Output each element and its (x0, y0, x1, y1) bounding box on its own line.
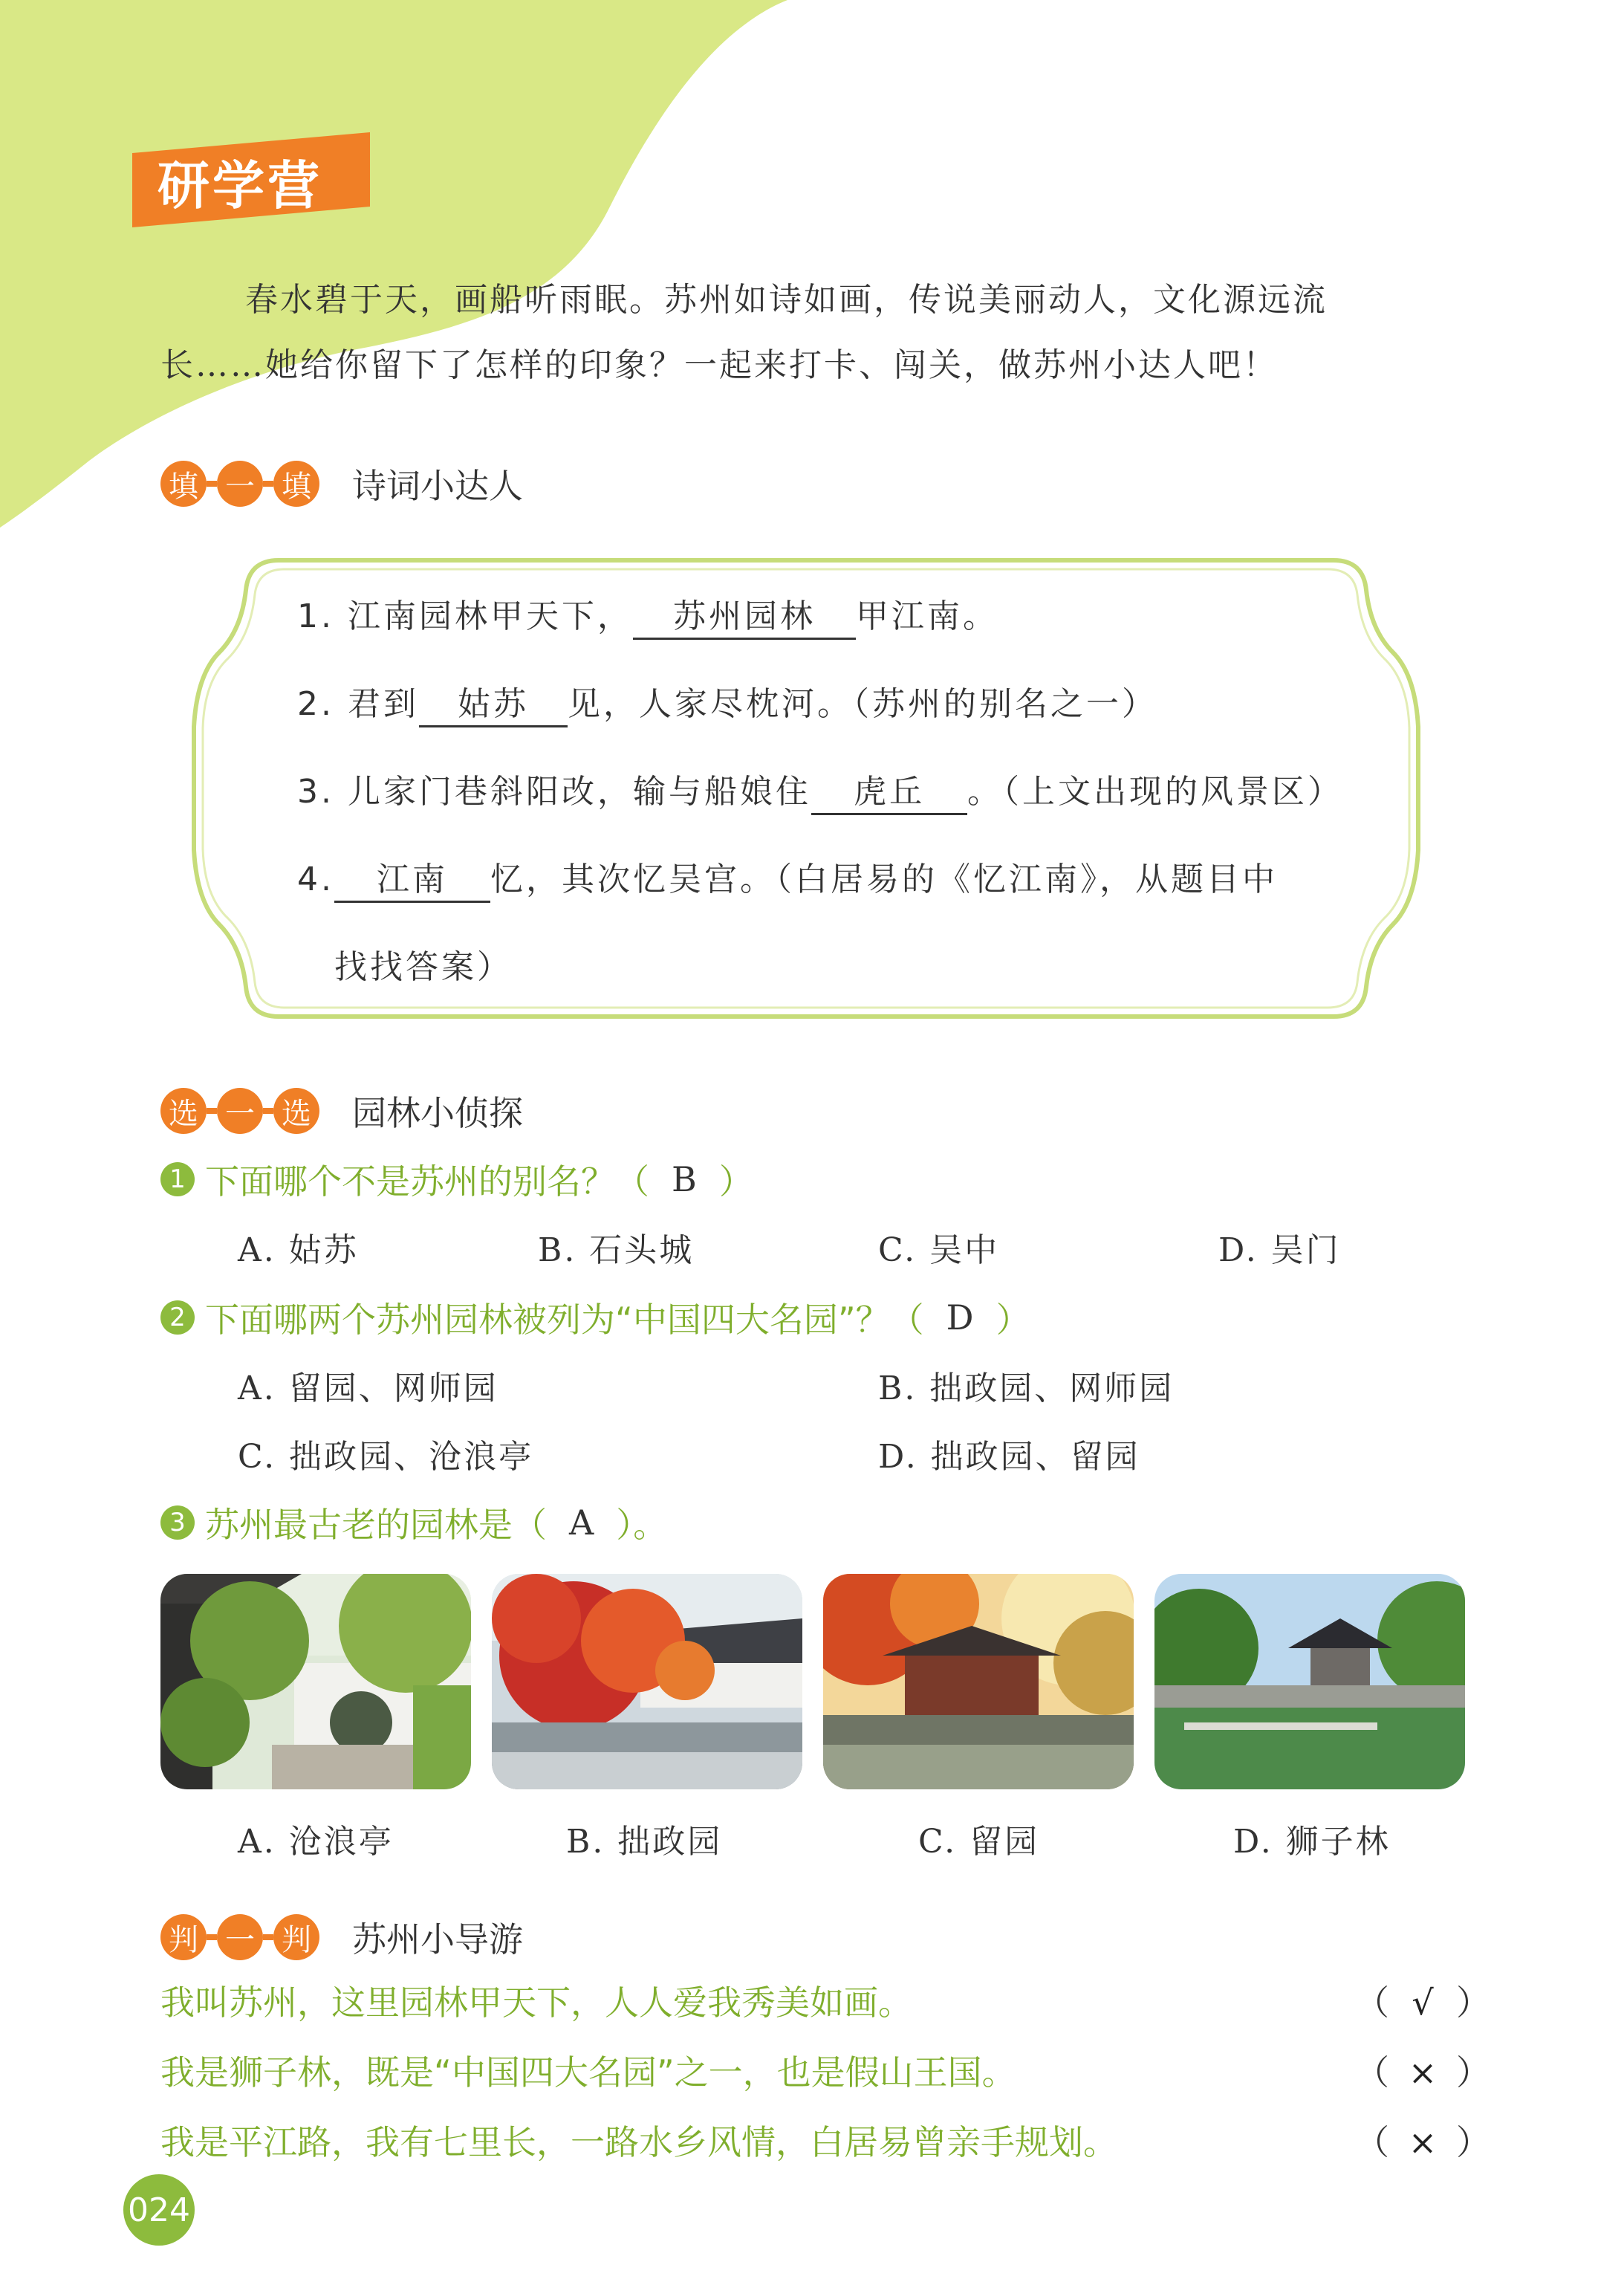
section-choose-header (160, 1086, 523, 1135)
option: B. 石头城 (538, 1231, 695, 1269)
option: C. 吴中 (878, 1231, 1000, 1269)
tag-char: 选 (160, 1088, 207, 1134)
page-title: 研学营 (157, 155, 322, 216)
photo-lingering-garden (823, 1574, 1134, 1789)
tag-char: 选 (273, 1088, 319, 1134)
answer-blank: 姑苏 (419, 684, 568, 727)
intro-line-2: 长……她给你留下了怎样的印象？一起来打卡、闯关，做苏州小达人吧！ (160, 346, 1278, 384)
photo-canglang-pavilion (160, 1574, 471, 1789)
question-number: 2 (160, 1300, 195, 1335)
fill-item-continuation: 找找答案） (334, 948, 513, 986)
fill-item: 1. 江南园林甲天下， 苏州园林 甲江南。 (297, 587, 1397, 675)
photo-caption: B. 拙政园 (566, 1823, 723, 1861)
answer-blank: 苏州园林 (633, 596, 856, 640)
photo-lion-grove-garden (1154, 1574, 1465, 1789)
judge-item: 我是平江路，我有七里长，一路水乡风情，白居易曾亲手规划。 （ × ） (160, 2116, 1490, 2168)
tag-char: 填 (160, 461, 207, 507)
intro-paragraph (160, 268, 1493, 398)
section-judge-label: 苏州小导游 (352, 1919, 523, 1960)
question-2: 2 下面哪两个苏州园林被列为“中国四大名园”？（ D ） (160, 1293, 1030, 1342)
option: D. 拙政园、留园 (878, 1438, 1140, 1476)
section-fill-tag (160, 461, 319, 507)
question-number: 1 (160, 1162, 195, 1196)
tag-char: 判 (273, 1914, 319, 1960)
answer-blank: 江南 (334, 859, 490, 903)
section-fill-header (160, 459, 523, 508)
section-judge-tag (160, 1914, 319, 1960)
question-answer: A (569, 1503, 594, 1543)
section-choose-label: 园林小侦探 (352, 1093, 523, 1133)
fill-items (297, 587, 1397, 1025)
fill-item: 3. 儿家门巷斜阳改，输与船娘住 虎丘 。（上文出现的风景区） (297, 762, 1397, 850)
photo-caption: A. 沧浪亭 (238, 1823, 394, 1861)
question-1: 1 下面哪个不是苏州的别名？（ B ） (160, 1155, 753, 1204)
option: A. 留园、网师园 (238, 1369, 498, 1407)
tag-char: 一 (217, 1088, 263, 1134)
option: C. 拙政园、沧浪亭 (238, 1438, 534, 1476)
photo-caption: D. 狮子林 (1233, 1823, 1391, 1861)
photo-humble-administrator-garden (492, 1574, 802, 1789)
judge-mark: （ √ ） (1355, 1983, 1490, 2023)
option: D. 吴门 (1218, 1231, 1341, 1269)
question-answer: D (946, 1297, 974, 1338)
answer-blank: 虎丘 (811, 771, 967, 815)
judge-mark: （ × ） (1355, 2052, 1490, 2093)
section-fill-label: 诗词小达人 (352, 466, 523, 506)
fill-item: 4. 江南 忆，其次忆吴宫。（白居易的《忆江南》，从题目中 (297, 850, 1397, 938)
section-judge-header (160, 1913, 523, 1962)
tag-char: 一 (217, 461, 263, 507)
section-choose-tag (160, 1088, 319, 1134)
tag-char: 判 (160, 1914, 207, 1960)
judge-item: 我是狮子林，既是“中国四大名园”之一，也是假山王国。 （ × ） (160, 2046, 1490, 2098)
question-answer: B (672, 1159, 697, 1199)
photo-caption: C. 留园 (918, 1823, 1040, 1861)
fill-item: 2. 君到 姑苏 见，人家尽枕河。（苏州的别名之一） (297, 675, 1397, 762)
tag-char: 填 (273, 461, 319, 507)
tag-char: 一 (217, 1914, 263, 1960)
option: B. 拙政园、网师园 (878, 1369, 1175, 1407)
question-number: 3 (160, 1505, 195, 1540)
judge-mark: （ × ） (1355, 2122, 1490, 2162)
option: A. 姑苏 (238, 1231, 359, 1269)
intro-line-1: 春水碧于天，画船听雨眠。苏州如诗如画，传说美丽动人，文化源远流 (245, 281, 1328, 319)
judge-item: 我叫苏州，这里园林甲天下，人人爱我秀美如画。 （ √ ） (160, 1977, 1490, 2029)
title-banner (132, 137, 370, 220)
question-3: 3 苏州最古老的园林是（ A ）。 (160, 1498, 667, 1547)
page-number: 024 (123, 2174, 195, 2246)
